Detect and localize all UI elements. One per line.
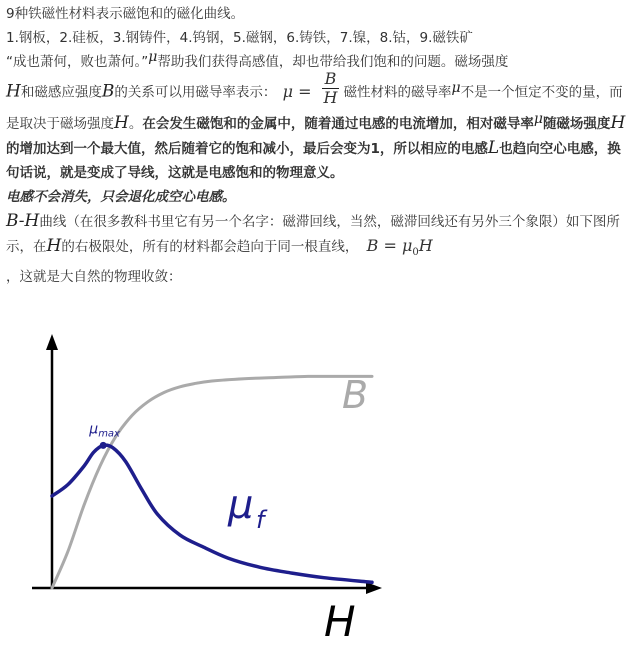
para2-text-1: 和磁感应强度 <box>20 84 102 101</box>
mu-symbol: μ <box>451 79 461 96</box>
equation-lhs: μ = <box>282 81 312 101</box>
fraction-denominator: H <box>323 88 338 107</box>
materials-list: 1.钢板，2.硅板，3.钢铸件，4.钨钢，5.磁钢，6.铸铁，7.镍，8.钴，9.磁铁矿 <box>6 30 473 46</box>
B-symbol: B <box>101 81 115 102</box>
para2-bold-1: 在会发生磁饱和的金属中，随着通过电感的电流增加，相对磁导率 <box>142 116 534 132</box>
title-text: 9种铁磁性材料表示磁饱和的磁化曲线。 <box>6 6 245 22</box>
quote-text: “成也萧何，败也萧何。” <box>6 54 149 70</box>
chart-svg <box>0 330 640 644</box>
para2-text-3: 磁性材料的磁导率 <box>343 84 452 101</box>
H-symbol: H <box>46 236 62 256</box>
mu-symbol: μ <box>148 49 158 65</box>
paragraph-3 <box>6 209 634 289</box>
H-symbol: H <box>6 81 21 102</box>
para2-text-4: 不是一个恒定不变的量，而是取决于磁场强度 <box>6 84 623 132</box>
title-line <box>6 2 634 26</box>
para2-bold-4: 也趋向空心电感，换句话说，就是变成了导线，这就是电感饱和的物理意义。 <box>6 141 621 181</box>
x-axis-arrow-icon <box>366 582 382 594</box>
eq-main: B = μ <box>366 236 413 255</box>
para2-bold-3: 的增加达到一个最大值，然后随着它的饱和减小，最后会变为1，所以相应的电感 <box>6 141 488 157</box>
mu-symbol: μ <box>533 111 543 127</box>
para3-text-2: 的右极限处，所有的材料都会趋向于同一根直线， <box>61 239 359 255</box>
B-curve-label: B <box>342 373 369 417</box>
mu-max-point <box>100 442 107 449</box>
para3-text-1: 曲线（在很多教科书里它有另一个名字：磁滞回线，当然，磁滞回线还有另外三个象限）如下图所示，在 <box>6 214 620 255</box>
para2-bold-2: 随磁场强度 <box>542 116 611 132</box>
L-symbol: L <box>487 138 500 158</box>
para3-text-3: ，这就是大自然的物理收敛： <box>6 269 182 286</box>
y-axis-arrow-icon <box>46 334 58 350</box>
emphasis-line <box>6 185 634 209</box>
BH-symbol: B-H <box>6 211 40 231</box>
eq-H: H <box>418 236 433 255</box>
bh-chart <box>0 330 640 644</box>
para1-text: 帮助我们获得高感值，却也带给我们饱和的问题。磁场强度 <box>157 54 509 70</box>
eq-subscript: 0 <box>412 247 419 259</box>
fraction-numerator: B <box>322 70 340 89</box>
para2-text-5: 。 <box>128 116 143 132</box>
series-layer <box>52 376 372 588</box>
series-line-B <box>52 376 372 588</box>
H-symbol: H <box>114 113 129 133</box>
label-layer <box>88 373 368 644</box>
equation-fraction <box>322 70 340 107</box>
mu-f-subscript: f <box>256 506 265 534</box>
mu-f-label: μ <box>228 482 254 528</box>
para2-text-2: 的关系可以用磁导率表示： <box>114 84 277 101</box>
emphasis-text: 电感不会消失，只会退化成空心电感。 <box>6 189 236 205</box>
materials-line <box>6 26 634 50</box>
equation-B-mu0-H <box>366 236 433 259</box>
x-axis-label-H: H <box>324 597 356 644</box>
H-symbol: H <box>610 113 626 133</box>
mu-max-label: μ <box>89 421 99 438</box>
article-body <box>0 0 640 289</box>
mu-max-subscript: max <box>98 428 120 440</box>
paragraph-2 <box>6 69 634 185</box>
paragraph-1 <box>6 50 634 74</box>
